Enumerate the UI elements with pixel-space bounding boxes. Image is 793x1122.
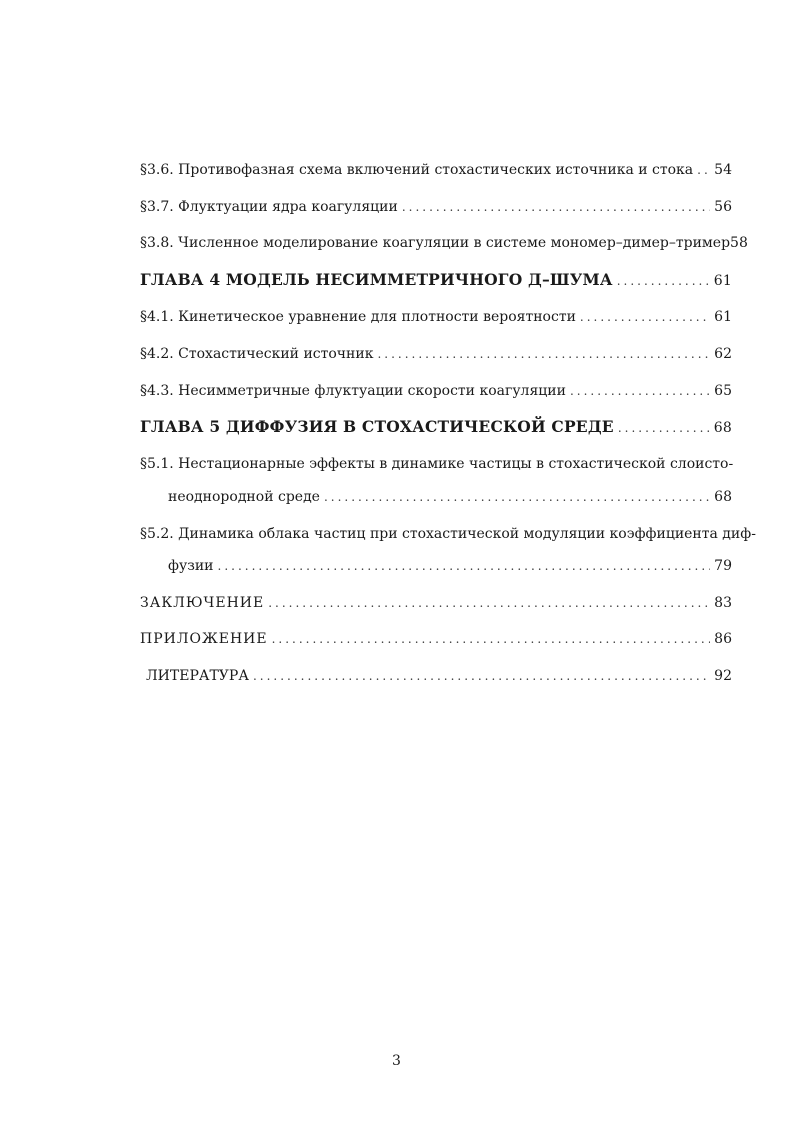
- toc-leader-dots: [324, 488, 710, 506]
- toc-leader-dots: [253, 667, 710, 685]
- toc-page-number: 68: [714, 489, 732, 505]
- toc-entry-title: ПРИЛОЖЕНИЕ: [140, 631, 268, 647]
- toc-page-number: 62: [714, 346, 732, 362]
- toc-entry-continuation: фузии: [168, 558, 214, 574]
- toc-page-number: 65: [714, 383, 732, 399]
- toc-entry-title: §3.6. Противофазная схема включений стохастических источника и стока: [140, 162, 694, 178]
- toc-leader-dots: [218, 557, 711, 575]
- toc-entry-3-7: [140, 198, 732, 216]
- toc-entry-3-8: [140, 234, 748, 252]
- toc-entry-4-1: [140, 308, 732, 326]
- toc-chapter-5: [140, 418, 732, 437]
- toc-entry-title: ЗАКЛЮЧЕНИЕ: [140, 595, 265, 611]
- toc-entry-title: §3.7. Флуктуации ядра коагуляции: [140, 199, 398, 215]
- toc-entry-4-3: [140, 382, 732, 400]
- toc-chapter-title: ГЛАВА 5 ДИФФУЗИЯ В СТОХАСТИЧЕСКОЙ СРЕДЕ: [140, 417, 614, 436]
- toc-page-number: 86: [714, 631, 732, 647]
- toc-entry-appendix: [140, 630, 732, 648]
- toc-page-number: 68: [713, 420, 732, 436]
- toc-page-number: 79: [714, 558, 732, 574]
- toc-entry-5-1: [140, 455, 732, 473]
- toc-entry-5-1-continuation: [168, 488, 732, 506]
- toc-entry-3-6: [140, 161, 732, 179]
- toc-page-number: 61: [713, 273, 732, 289]
- toc-page-number: 61: [714, 309, 732, 325]
- toc-entry-5-2: [140, 525, 756, 543]
- toc-leader-dots: [268, 594, 710, 612]
- toc-page-number: 56: [714, 199, 732, 215]
- toc-leader-dots: [570, 382, 710, 400]
- page-number: 3: [392, 1053, 401, 1069]
- toc-entry-literature: [146, 667, 732, 685]
- toc-page-number: 58: [730, 235, 748, 251]
- toc-entry-title: §5.2. Динамика облака частиц при стохастической модуляции коэффициента диф-: [140, 526, 756, 542]
- toc-entry-4-2: [140, 345, 732, 363]
- toc-chapter-4: [140, 271, 732, 290]
- toc-entry-title: §4.2. Стохастический источник: [140, 346, 374, 362]
- toc-leader-dots: [617, 272, 710, 290]
- toc-leader-dots: [697, 161, 710, 179]
- toc-page-number: 83: [714, 595, 732, 611]
- toc-entry-title: §5.1. Нестационарные эффекты в динамике частицы в стохастической слоисто-: [140, 456, 734, 472]
- toc-entry-5-2-continuation: [168, 557, 732, 575]
- toc-leader-dots: [272, 630, 711, 648]
- toc-leader-dots: [402, 198, 710, 216]
- toc-leader-dots: [618, 419, 710, 437]
- toc-entry-title: §4.1. Кинетическое уравнение для плотности вероятности: [140, 309, 576, 325]
- toc-entry-continuation: неоднородной среде: [168, 489, 320, 505]
- toc-page-number: 54: [714, 162, 732, 178]
- toc-entry-title: §4.3. Несимметричные флуктуации скорости коагуляции: [140, 383, 566, 399]
- toc-page-number: 92: [714, 668, 732, 684]
- toc-entry-title: §3.8. Численное моделирование коагуляции в системе мономер–димер–тример: [140, 235, 731, 251]
- toc-leader-dots: [580, 308, 710, 326]
- toc-leader-dots: [377, 345, 710, 363]
- toc-entry-conclusion: [140, 594, 732, 612]
- toc-entry-title: ЛИТЕРАТУРА: [146, 668, 249, 684]
- toc-chapter-title: ГЛАВА 4 МОДЕЛЬ НЕСИММЕТРИЧНОГО Д–ШУМА: [140, 270, 613, 289]
